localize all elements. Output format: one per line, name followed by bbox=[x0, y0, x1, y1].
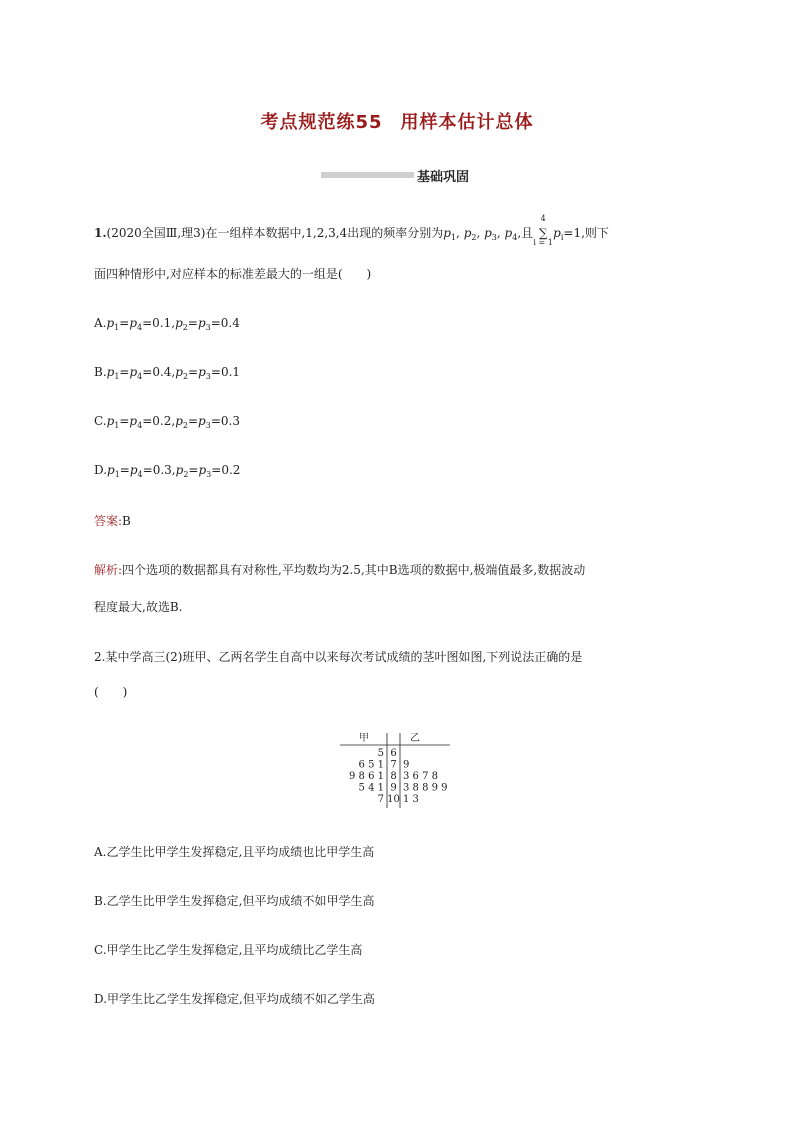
option-sub: 2 bbox=[182, 421, 188, 430]
option-value: 0.3 bbox=[152, 463, 172, 477]
left-leaves: 5 4 1 bbox=[358, 782, 384, 794]
answer-value: B bbox=[122, 514, 131, 528]
option-sub: 3 bbox=[205, 421, 211, 430]
option-sub: 4 bbox=[137, 372, 143, 381]
sigma-glyph: ∑ bbox=[538, 226, 548, 240]
left-leaves: 9 8 6 1 bbox=[349, 771, 384, 782]
q1-option-c: $C.p_1=p_4=0.2,p_2=p_3=0.3$ bbox=[94, 414, 240, 430]
q1-intro: (2020全国Ⅲ,理3)在一组样本数据中,1,2,3,4出现的频率分别为 bbox=[106, 226, 444, 240]
q1-p3-sub: 3 bbox=[491, 233, 497, 242]
q1-sum-var: p bbox=[553, 226, 561, 240]
option-sub: 2 bbox=[182, 372, 189, 381]
q2-option-d: D.甲学生比乙学生发挥稳定,但平均成绩不如乙学生高 bbox=[94, 992, 375, 1006]
option-value: 0.1 bbox=[152, 316, 172, 330]
q2-line2: ( ) bbox=[94, 685, 128, 699]
option-value: 0.3 bbox=[220, 414, 240, 428]
q1-option-b: $B.p_1=p_4=0.4,p_2=p_3=0.1$ bbox=[94, 365, 241, 381]
option-sub: 1 bbox=[114, 372, 120, 381]
stem-leaf-svg bbox=[330, 730, 460, 810]
q1-number: 1. bbox=[94, 226, 107, 240]
right-leaves: 1 3 bbox=[403, 794, 419, 805]
q2-option-b: B.乙学生比甲学生发挥稳定,但平均成绩不如甲学生高 bbox=[94, 894, 375, 908]
option-value: 0.2 bbox=[152, 414, 172, 428]
q1-answer bbox=[94, 512, 131, 529]
option-sub: 2 bbox=[182, 323, 188, 332]
q1-option-d: $D.p_1=p_4=0.3,p_2=p_3=0.2$ bbox=[94, 463, 241, 479]
left-leaves: 5 bbox=[377, 748, 384, 759]
sigma-bottom: i = 1 bbox=[533, 238, 553, 247]
left-header: 甲 bbox=[359, 733, 369, 744]
option-sub: 3 bbox=[205, 323, 211, 332]
q1-p1-sub: 1 bbox=[450, 233, 457, 242]
option-sub: 1 bbox=[114, 421, 120, 430]
section-label: 基础巩固 bbox=[417, 170, 470, 185]
section-header bbox=[0, 166, 794, 186]
left-leaves: 6 5 1 bbox=[358, 759, 384, 771]
sigma-symbol bbox=[533, 214, 553, 247]
title-main: 考点规范练55 bbox=[260, 112, 383, 133]
q1-option-a: $A.p_1=p_4=0.1,p_2=p_3=0.4$ bbox=[94, 316, 240, 332]
q1-analysis-line1 bbox=[94, 561, 585, 578]
q1-analysis-line2: 程度最大,故选B. bbox=[94, 600, 183, 614]
analysis-label: 解析: bbox=[94, 563, 123, 577]
q1-p2-sub: 2 bbox=[471, 233, 477, 242]
right-header: 乙 bbox=[410, 733, 420, 744]
option-letter: D. bbox=[94, 463, 108, 477]
left-leaves: 7 bbox=[377, 794, 384, 805]
option-sub: 3 bbox=[206, 470, 212, 479]
stem-value: 10 bbox=[387, 794, 400, 805]
option-sub: 4 bbox=[137, 470, 143, 479]
option-value: 0.4 bbox=[152, 365, 172, 379]
right-leaves: 3 6 7 8 bbox=[403, 771, 438, 782]
option-sub: 2 bbox=[183, 470, 189, 479]
stem-value: 6 bbox=[390, 748, 397, 759]
page-title bbox=[0, 108, 794, 134]
option-value: 0.2 bbox=[221, 463, 241, 477]
option-sub: 1 bbox=[114, 470, 120, 479]
stem-leaf-diagram bbox=[330, 730, 460, 810]
right-leaves: 9 bbox=[403, 759, 410, 771]
q1-p1-var: p bbox=[443, 226, 451, 240]
sigma-top: 4 bbox=[540, 214, 546, 223]
option-sub: 4 bbox=[137, 323, 143, 332]
q1-p2-var: p bbox=[463, 226, 472, 240]
q1-p4-var: p bbox=[504, 226, 513, 240]
stem-value: 7 bbox=[390, 759, 397, 771]
stem-value: 9 bbox=[390, 782, 397, 794]
q1-p4-sub: 4 bbox=[512, 233, 518, 242]
analysis-text: 四个选项的数据都具有对称性,平均数均为2.5,其中B选项的数据中,极端值最多,数据波动 bbox=[122, 563, 586, 577]
right-leaves: 3 8 8 9 9 bbox=[403, 782, 448, 794]
answer-label: 答案: bbox=[94, 514, 123, 528]
option-value: 0.4 bbox=[220, 316, 240, 330]
option-value: 0.1 bbox=[220, 365, 241, 379]
option-sub: 4 bbox=[137, 421, 143, 430]
q2-line1: 2.某中学高三(2)班甲、乙两名学生自高中以来每次考试成绩的茎叶图如图,下列说法正确的是 bbox=[94, 650, 583, 664]
option-letter: C. bbox=[94, 414, 107, 428]
q1-p3-var: p bbox=[484, 226, 492, 240]
q1-line1: 1.(2020全国Ⅲ,理3)在一组样本数据中,1,2,3,4出现的频率分别为$p_1$, $p_2$, $p_3$, $p_4$,且 4 ∑ i = 1 $p_i=1$,则下 bbox=[94, 214, 609, 247]
section-bar bbox=[321, 172, 414, 178]
option-letter: A. bbox=[94, 316, 107, 330]
q1-mid: ,且 bbox=[517, 226, 534, 240]
option-sub: 3 bbox=[205, 372, 211, 381]
q2-option-c: C.甲学生比乙学生发挥稳定,且平均成绩比乙学生高 bbox=[94, 943, 363, 957]
option-letter: B. bbox=[94, 365, 107, 379]
q1-sum-sub: i bbox=[560, 233, 564, 242]
q2-option-a: A.乙学生比甲学生发挥稳定,且平均成绩也比甲学生高 bbox=[94, 845, 375, 859]
q1-line2: 面四种情形中,对应样本的标准差最大的一组是( ) bbox=[94, 267, 372, 281]
q1-tail: =1,则下 bbox=[563, 226, 609, 240]
title-sub: 用样本估计总体 bbox=[400, 112, 534, 133]
stem-value: 8 bbox=[390, 771, 397, 782]
option-sub: 1 bbox=[114, 323, 120, 332]
